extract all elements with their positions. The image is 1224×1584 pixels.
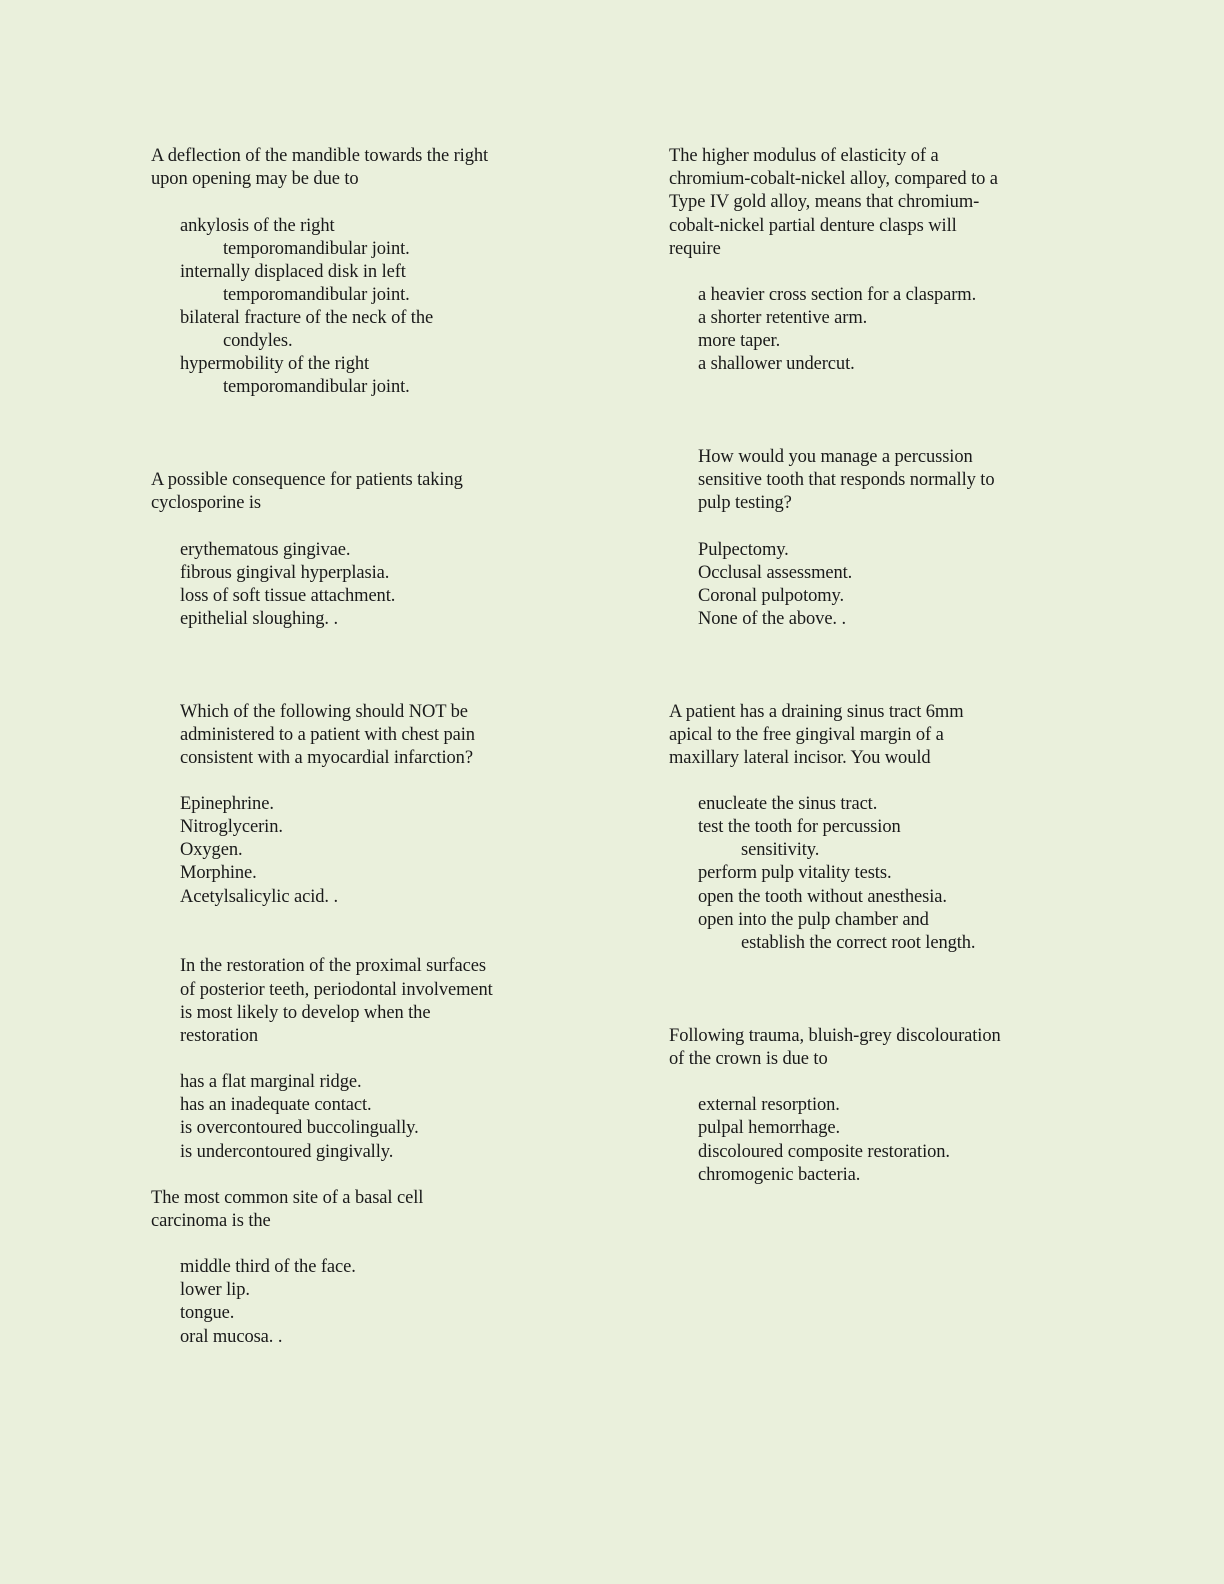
question-stem-line: chromium-cobalt-nickel alloy, compared to a	[669, 169, 998, 189]
answer-option: lower lip.	[180, 1280, 250, 1300]
answer-option: Coronal pulpotomy.	[698, 586, 845, 606]
answer-option: Epinephrine.	[180, 794, 274, 814]
answer-option-continuation: establish the correct root length.	[741, 933, 976, 953]
question-stem-line: sensitive tooth that responds normally to	[698, 470, 995, 490]
answer-option-continuation: temporomandibular joint.	[223, 285, 410, 305]
answer-option: has a flat marginal ridge.	[180, 1072, 362, 1092]
question-stem-line: restoration	[180, 1026, 259, 1046]
answer-option: test the tooth for percussion	[698, 817, 901, 837]
answer-option: open into the pulp chamber and	[698, 910, 929, 930]
answer-option: discoloured composite restoration.	[698, 1142, 950, 1162]
question-stem-line: Following trauma, bluish-grey discolouration	[669, 1026, 1001, 1046]
answer-option: middle third of the face.	[180, 1257, 356, 1277]
question-stem-line: carcinoma is the	[151, 1211, 271, 1231]
answer-option: fibrous gingival hyperplasia.	[180, 563, 390, 583]
answer-option: Nitroglycerin.	[180, 817, 283, 837]
answer-option: Pulpectomy.	[698, 540, 789, 560]
question-stem-line: Which of the following should NOT be	[180, 702, 468, 722]
question-stem-line: A possible consequence for patients taking	[151, 470, 463, 490]
question-stem-line: maxillary lateral incisor. You would	[669, 748, 931, 768]
question-stem-line: consistent with a myocardial infarction?	[180, 748, 473, 768]
answer-option: Oxygen.	[180, 840, 243, 860]
answer-option: internally displaced disk in left	[180, 262, 406, 282]
answer-option: tongue.	[180, 1303, 235, 1323]
answer-option: loss of soft tissue attachment.	[180, 586, 396, 606]
question-stem-line: Type IV gold alloy, means that chromium-	[669, 192, 980, 212]
question-stem-line: of posterior teeth, periodontal involvement	[180, 980, 493, 1000]
answer-option-continuation: temporomandibular joint.	[223, 239, 410, 259]
answer-option: a shorter retentive arm.	[698, 308, 868, 328]
answer-option: pulpal hemorrhage.	[698, 1118, 841, 1138]
question-stem-line: cobalt-nickel partial denture clasps will	[669, 216, 957, 236]
answer-option: bilateral fracture of the neck of the	[180, 308, 434, 328]
answer-option: is overcontoured buccolingually.	[180, 1118, 419, 1138]
answer-option: erythematous gingivae.	[180, 540, 351, 560]
answer-option: epithelial sloughing. .	[180, 609, 339, 629]
answer-option: Acetylsalicylic acid. .	[180, 887, 338, 907]
question-stem-line: A deflection of the mandible towards the right	[151, 146, 489, 166]
question-stem-line: The higher modulus of elasticity of a	[669, 146, 939, 166]
answer-option-continuation: sensitivity.	[741, 840, 820, 860]
question-stem-line: of the crown is due to	[669, 1049, 828, 1069]
answer-option: a heavier cross section for a clasparm.	[698, 285, 977, 305]
question-stem-line: A patient has a draining sinus tract 6mm	[669, 702, 964, 722]
question-stem-line: How would you manage a percussion	[698, 447, 973, 467]
answer-option: oral mucosa. .	[180, 1327, 283, 1347]
question-stem-line: require	[669, 239, 721, 259]
answer-option: None of the above. .	[698, 609, 847, 629]
question-stem-line: cyclosporine is	[151, 493, 261, 513]
answer-option: ankylosis of the right	[180, 216, 335, 236]
question-stem-line: upon opening may be due to	[151, 169, 359, 189]
answer-option: hypermobility of the right	[180, 354, 370, 374]
answer-option: perform pulp vitality tests.	[698, 863, 892, 883]
answer-option: enucleate the sinus tract.	[698, 794, 878, 814]
answer-option: is undercontoured gingivally.	[180, 1142, 394, 1162]
answer-option: open the tooth without anesthesia.	[698, 887, 947, 907]
question-stem-line: pulp testing?	[698, 493, 792, 513]
question-stem-line: The most common site of a basal cell	[151, 1188, 424, 1208]
answer-option: Morphine.	[180, 863, 257, 883]
answer-option-continuation: condyles.	[223, 331, 293, 351]
answer-option: has an inadequate contact.	[180, 1095, 372, 1115]
question-stem-line: administered to a patient with chest pain	[180, 725, 475, 745]
question-stem-line: is most likely to develop when the	[180, 1003, 431, 1023]
question-stem-line: apical to the free gingival margin of a	[669, 725, 944, 745]
answer-option: Occlusal assessment.	[698, 563, 853, 583]
answer-option: chromogenic bacteria.	[698, 1165, 861, 1185]
answer-option: more taper.	[698, 331, 781, 351]
answer-option: a shallower undercut.	[698, 354, 855, 374]
answer-option-continuation: temporomandibular joint.	[223, 377, 410, 397]
question-stem-line: In the restoration of the proximal surfaces	[180, 956, 486, 976]
answer-option: external resorption.	[698, 1095, 840, 1115]
